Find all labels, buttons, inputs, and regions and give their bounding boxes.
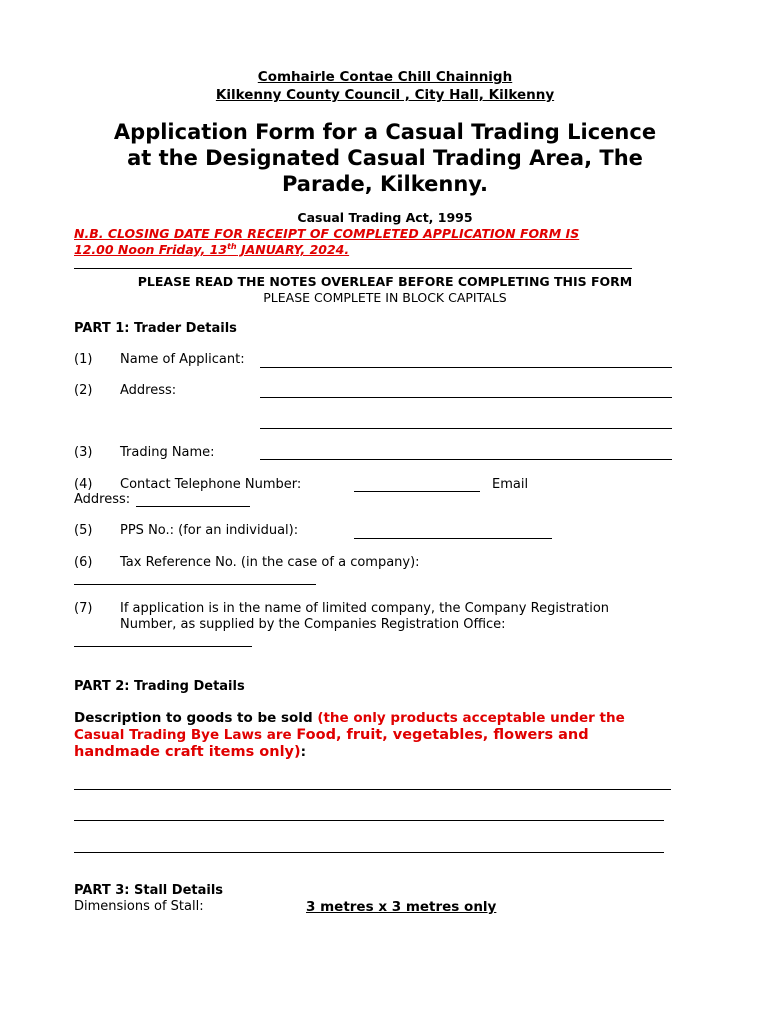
address-field-line-2[interactable] xyxy=(260,428,672,429)
goods-description-intro: Description to goods to be sold xyxy=(74,710,318,726)
company-registration-label: If application is in the name of limited company, the Company Registration xyxy=(120,601,610,616)
stall-dimensions-value: 3 metres x 3 metres only xyxy=(306,899,497,915)
email-address-label: Address: xyxy=(74,492,131,507)
item-number: (4) xyxy=(74,477,93,492)
form-title-line-1: Application Form for a Casual Trading Licence xyxy=(113,120,657,144)
council-english-name: Kilkenny County Council , City Hall, Kilkenny xyxy=(215,87,555,103)
act-reference: Casual Trading Act, 1995 xyxy=(297,210,473,225)
goods-field-line-1[interactable] xyxy=(74,789,671,790)
part3-heading: PART 3: Stall Details xyxy=(74,883,224,898)
pps-label: PPS No.: (for an individual): xyxy=(120,523,299,538)
address-label: Address: xyxy=(120,383,177,398)
pps-field[interactable] xyxy=(354,538,552,539)
block-capitals-instruction: PLEASE COMPLETE IN BLOCK CAPITALS xyxy=(263,290,507,305)
form-title-line-3: Parade, Kilkenny. xyxy=(281,172,489,196)
trading-name-field[interactable] xyxy=(260,459,672,460)
divider-rule xyxy=(74,268,632,269)
goods-description-colon: : xyxy=(300,744,307,760)
goods-restriction-3: Food, fruit, vegetables, flowers and xyxy=(296,727,589,743)
notes-instruction: PLEASE READ THE NOTES OVERLEAF BEFORE COMPLETING THIS FORM xyxy=(137,274,633,289)
email-field[interactable] xyxy=(136,506,250,507)
closing-date-line-2: 12.00 Noon Friday, 13th JANUARY, 2024. xyxy=(74,242,350,258)
item-number: (3) xyxy=(74,445,93,460)
stall-dimensions-label: Dimensions of Stall: xyxy=(74,899,204,914)
applicant-name-field[interactable] xyxy=(260,367,672,368)
goods-restriction-1: (the only products acceptable under the xyxy=(317,710,625,726)
email-label: Email xyxy=(492,477,529,492)
goods-description xyxy=(74,710,625,761)
item-number: (7) xyxy=(74,601,93,616)
company-registration-label-2: Number, as supplied by the Companies Registration Office: xyxy=(120,617,506,632)
part1-heading: PART 1: Trader Details xyxy=(74,321,237,336)
form-title-line-2: at the Designated Casual Trading Area, The xyxy=(127,146,643,170)
telephone-field[interactable] xyxy=(354,491,480,492)
part2-heading: PART 2: Trading Details xyxy=(74,679,245,694)
address-field-line-1[interactable] xyxy=(260,397,672,398)
item-number: (6) xyxy=(74,555,93,570)
telephone-label: Contact Telephone Number: xyxy=(120,477,302,492)
company-registration-field[interactable] xyxy=(74,646,252,647)
tax-reference-label: Tax Reference No. (in the case of a company): xyxy=(120,555,420,570)
item-number: (1) xyxy=(74,352,93,367)
form-title xyxy=(0,119,770,197)
council-irish-name: Comhairle Contae Chill Chainnigh xyxy=(257,69,513,85)
item-number: (2) xyxy=(74,383,93,398)
item-number: (5) xyxy=(74,523,93,538)
applicant-name-label: Name of Applicant: xyxy=(120,352,245,367)
trading-name-label: Trading Name: xyxy=(120,445,215,460)
goods-restriction-2: Casual Trading Bye Laws are xyxy=(74,727,297,743)
tax-reference-field[interactable] xyxy=(74,584,316,585)
goods-field-line-2[interactable] xyxy=(74,820,664,821)
goods-field-line-3[interactable] xyxy=(74,852,664,853)
closing-date-line-1: N.B. CLOSING DATE FOR RECEIPT OF COMPLETED APPLICATION FORM IS xyxy=(74,226,580,241)
goods-restriction-4: handmade craft items only) xyxy=(74,744,301,760)
